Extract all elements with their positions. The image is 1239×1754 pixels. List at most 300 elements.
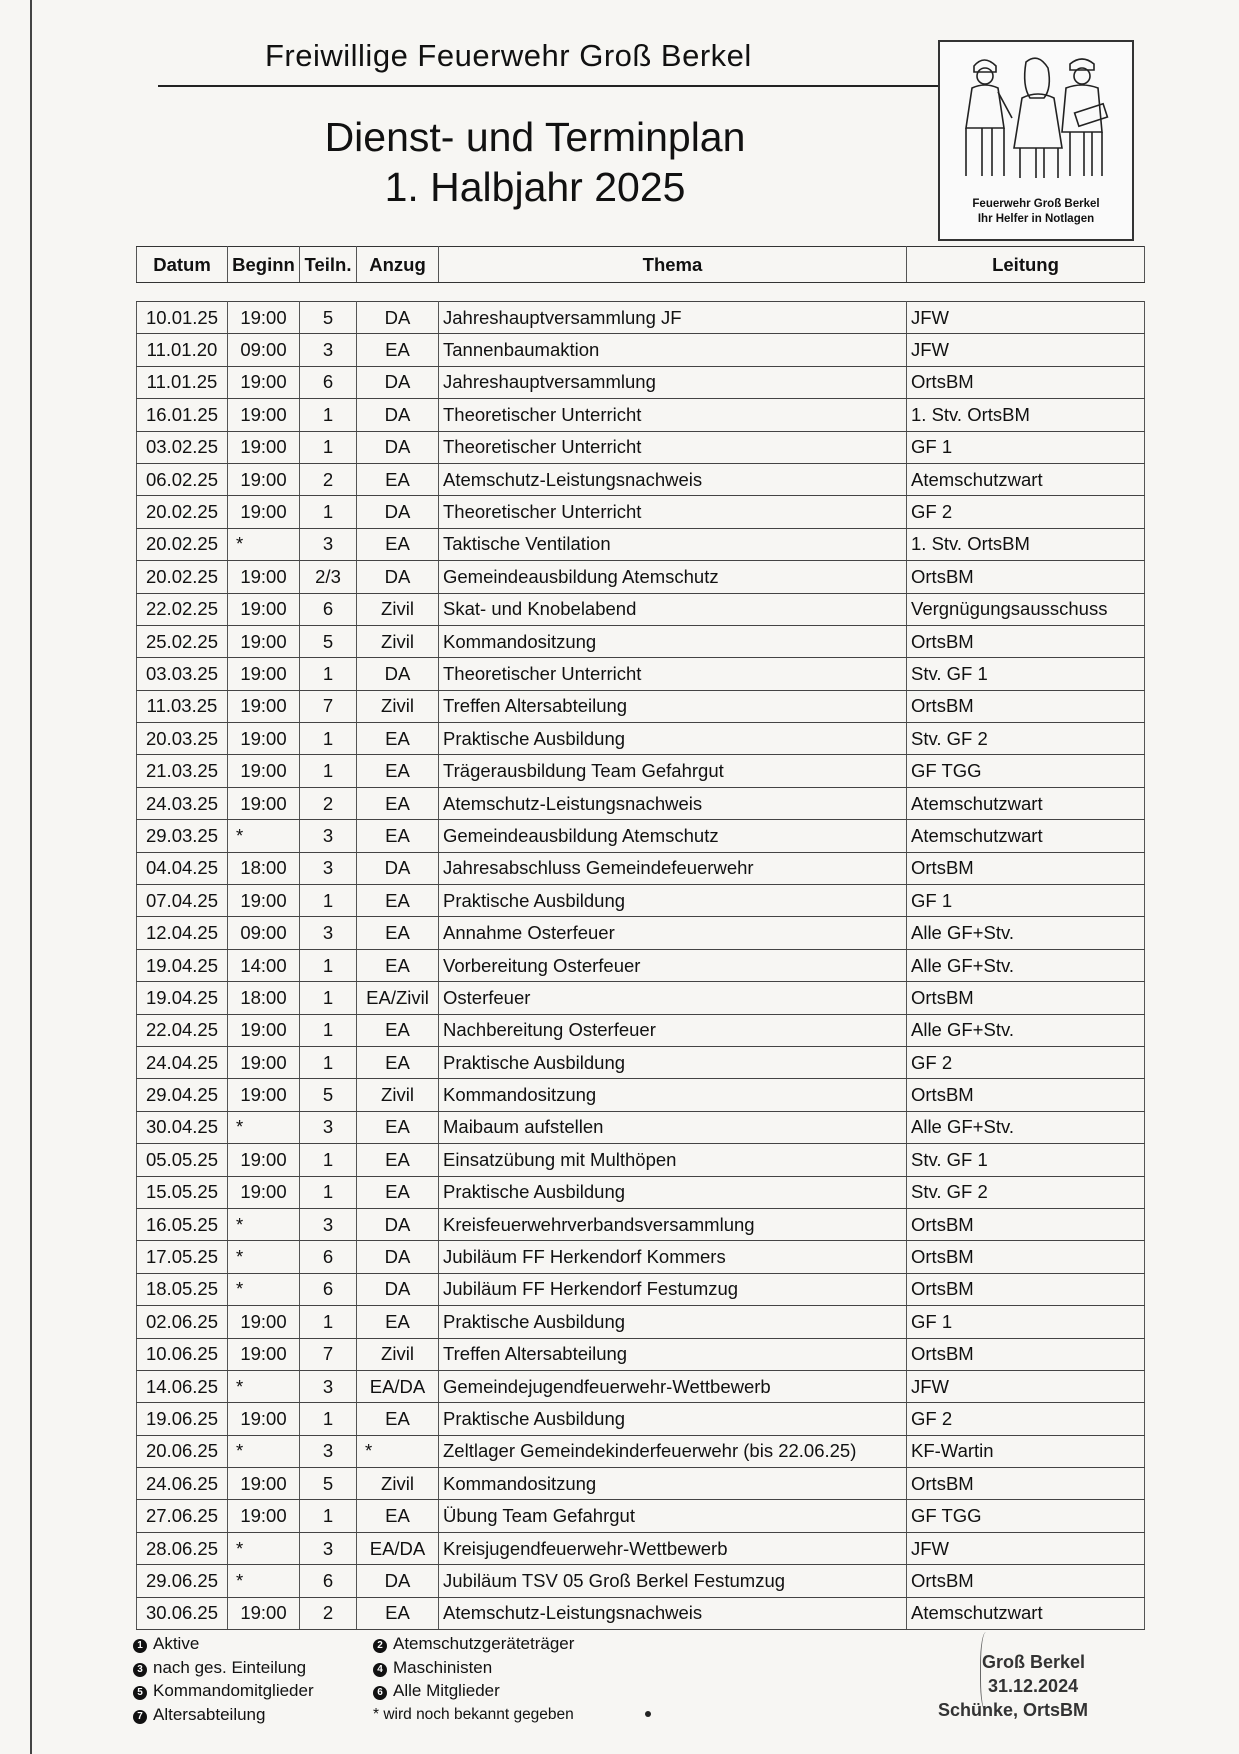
legend-marker-icon: 7 [133, 1710, 147, 1724]
cell-thema: Maibaum aufstellen [439, 1111, 907, 1143]
page-left-edge [30, 0, 32, 1754]
cell-teiln: 3 [300, 1370, 357, 1402]
table-row [137, 366, 1145, 398]
cell-datum: 30.06.25 [137, 1597, 228, 1629]
cell-thema: Kommandositzung [439, 1079, 907, 1111]
cell-teiln: 3 [300, 852, 357, 884]
cell-thema: Jubiläum TSV 05 Groß Berkel Festumzug [439, 1565, 907, 1597]
column-header-leitung: Leitung [907, 247, 1145, 283]
cell-leitung: Alle GF+Stv. [907, 1014, 1145, 1046]
cell-teiln: 3 [300, 1532, 357, 1564]
cell-leitung: OrtsBM [907, 852, 1145, 884]
legend-marker-icon: 4 [373, 1663, 387, 1677]
cell-leitung: OrtsBM [907, 1079, 1145, 1111]
cell-teiln: 1 [300, 1306, 357, 1338]
cell-teiln: 5 [300, 625, 357, 657]
legend-label: Kommandomitglieder [153, 1681, 314, 1700]
cell-leitung: 1. Stv. OrtsBM [907, 528, 1145, 560]
table-row [137, 1500, 1145, 1532]
cell-leitung: GF 1 [907, 885, 1145, 917]
legend-marker-icon: 5 [133, 1686, 147, 1700]
cell-beginn: 18:00 [228, 982, 300, 1014]
cell-beginn: * [228, 820, 300, 852]
cell-datum: 25.02.25 [137, 625, 228, 657]
cell-leitung: Stv. GF 2 [907, 723, 1145, 755]
legend-label: nach ges. Einteilung [153, 1657, 307, 1677]
cell-thema: Gemeindeausbildung Atemschutz [439, 820, 907, 852]
table-row [137, 1273, 1145, 1305]
cell-datum: 14.06.25 [137, 1370, 228, 1402]
cell-datum: 07.04.25 [137, 885, 228, 917]
cell-leitung: Alle GF+Stv. [907, 949, 1145, 981]
cell-datum: 19.06.25 [137, 1403, 228, 1435]
cell-datum: 20.02.25 [137, 561, 228, 593]
signature-block [938, 1650, 1138, 1722]
cell-thema: Treffen Altersabteilung [439, 1338, 907, 1370]
cell-leitung: GF TGG [907, 1500, 1145, 1532]
cell-datum: 11.01.20 [137, 334, 228, 366]
cell-teiln: 5 [300, 1468, 357, 1500]
logo-caption [940, 197, 1132, 227]
cell-teiln: 1 [300, 496, 357, 528]
cell-thema: Jahreshauptversammlung [439, 366, 907, 398]
legend-column-1 [133, 1632, 314, 1726]
table-row [137, 625, 1145, 657]
cell-anzug: EA [357, 1176, 439, 1208]
cell-beginn: 18:00 [228, 852, 300, 884]
table-row [137, 1208, 1145, 1240]
cell-teiln: 2 [300, 463, 357, 495]
firefighters-illustration-icon [952, 48, 1120, 188]
table-row [137, 690, 1145, 722]
cell-beginn: 19:00 [228, 625, 300, 657]
cell-leitung: Atemschutzwart [907, 787, 1145, 819]
cell-thema: Nachbereitung Osterfeuer [439, 1014, 907, 1046]
cell-leitung: Stv. GF 1 [907, 658, 1145, 690]
cell-leitung: GF 2 [907, 496, 1145, 528]
cell-anzug: EA [357, 463, 439, 495]
cell-beginn: * [228, 1241, 300, 1273]
cell-thema: Tannenbaumaktion [439, 334, 907, 366]
cell-leitung: OrtsBM [907, 1338, 1145, 1370]
bullet-dot [645, 1711, 651, 1717]
cell-anzug: DA [357, 561, 439, 593]
cell-datum: 10.06.25 [137, 1338, 228, 1370]
logo-caption-line-2: Ihr Helfer in Notlagen [977, 213, 1095, 225]
cell-leitung: 1. Stv. OrtsBM [907, 399, 1145, 431]
cell-anzug: EA [357, 723, 439, 755]
cell-beginn: 19:00 [228, 593, 300, 625]
cell-teiln: 7 [300, 690, 357, 722]
legend-item [133, 1656, 314, 1680]
cell-teiln: 1 [300, 755, 357, 787]
cell-teiln: 3 [300, 528, 357, 560]
cell-teiln: 1 [300, 949, 357, 981]
cell-datum: 21.03.25 [137, 755, 228, 787]
organization-name: Freiwillige Feuerwehr Groß Berkel [265, 38, 752, 73]
cell-anzug: DA [357, 399, 439, 431]
cell-teiln: 3 [300, 1111, 357, 1143]
table-row [137, 1435, 1145, 1467]
cell-beginn: 19:00 [228, 496, 300, 528]
cell-thema: Theoretischer Unterricht [439, 399, 907, 431]
cell-leitung: Atemschutzwart [907, 463, 1145, 495]
title-line-1: Dienst- und Terminplan [324, 114, 746, 160]
cell-beginn: * [228, 1208, 300, 1240]
cell-beginn: 09:00 [228, 917, 300, 949]
cell-anzug: EA [357, 1597, 439, 1629]
cell-beginn: 19:00 [228, 463, 300, 495]
cell-leitung: OrtsBM [907, 561, 1145, 593]
legend-marker-icon: 2 [373, 1639, 387, 1653]
table-row [137, 1079, 1145, 1111]
cell-thema: Praktische Ausbildung [439, 1176, 907, 1208]
cell-leitung: Atemschutzwart [907, 820, 1145, 852]
cell-beginn: 19:00 [228, 1468, 300, 1500]
cell-teiln: 6 [300, 1565, 357, 1597]
cell-teiln: 1 [300, 1403, 357, 1435]
cell-beginn: 19:00 [228, 1403, 300, 1435]
cell-datum: 20.06.25 [137, 1435, 228, 1467]
table-row [137, 399, 1145, 431]
cell-datum: 15.05.25 [137, 1176, 228, 1208]
cell-anzug: EA [357, 949, 439, 981]
table-row [137, 1370, 1145, 1402]
cell-beginn: 19:00 [228, 885, 300, 917]
cell-datum: 29.06.25 [137, 1565, 228, 1597]
cell-datum: 24.04.25 [137, 1046, 228, 1078]
cell-beginn: * [228, 1565, 300, 1597]
cell-leitung: OrtsBM [907, 1208, 1145, 1240]
table-row [137, 949, 1145, 981]
cell-beginn: 19:00 [228, 366, 300, 398]
cell-teiln: 1 [300, 1176, 357, 1208]
cell-beginn: 19:00 [228, 1306, 300, 1338]
cell-thema: Kreisjugendfeuerwehr-Wettbewerb [439, 1532, 907, 1564]
cell-teiln: 1 [300, 1500, 357, 1532]
cell-teiln: 1 [300, 723, 357, 755]
legend-marker-icon: 6 [373, 1686, 387, 1700]
cell-datum: 19.04.25 [137, 982, 228, 1014]
cell-leitung: JFW [907, 334, 1145, 366]
table-header-row [137, 247, 1145, 283]
cell-datum: 30.04.25 [137, 1111, 228, 1143]
cell-leitung: GF 2 [907, 1403, 1145, 1435]
cell-anzug: DA [357, 852, 439, 884]
cell-datum: 20.02.25 [137, 496, 228, 528]
title-line-2: 1. Halbjahr 2025 [384, 164, 686, 210]
cell-leitung: Stv. GF 2 [907, 1176, 1145, 1208]
table-row [137, 431, 1145, 463]
table-row [137, 723, 1145, 755]
cell-leitung: Alle GF+Stv. [907, 917, 1145, 949]
cell-leitung: OrtsBM [907, 690, 1145, 722]
cell-anzug: DA [357, 366, 439, 398]
cell-teiln: 3 [300, 1208, 357, 1240]
cell-datum: 18.05.25 [137, 1273, 228, 1305]
cell-beginn: 19:00 [228, 1176, 300, 1208]
cell-thema: Übung Team Gefahrgut [439, 1500, 907, 1532]
cell-anzug: EA/DA [357, 1532, 439, 1564]
cell-anzug: DA [357, 431, 439, 463]
column-header-teiln: Teiln. [300, 247, 357, 283]
cell-anzug: DA [357, 1273, 439, 1305]
header-spacer [137, 283, 1145, 302]
cell-datum: 16.05.25 [137, 1208, 228, 1240]
cell-teiln: 6 [300, 1273, 357, 1305]
cell-anzug: Zivil [357, 625, 439, 657]
cell-thema: Praktische Ausbildung [439, 1306, 907, 1338]
table-row [137, 787, 1145, 819]
cell-anzug: Zivil [357, 1468, 439, 1500]
cell-leitung: OrtsBM [907, 1565, 1145, 1597]
cell-anzug: EA [357, 755, 439, 787]
cell-leitung: OrtsBM [907, 625, 1145, 657]
cell-teiln: 2 [300, 787, 357, 819]
table-row [137, 463, 1145, 495]
legend-item [373, 1679, 574, 1703]
cell-teiln: 3 [300, 917, 357, 949]
cell-beginn: 19:00 [228, 1597, 300, 1629]
cell-thema: Atemschutz-Leistungsnachweis [439, 787, 907, 819]
cell-anzug: EA [357, 1500, 439, 1532]
legend-item [373, 1632, 574, 1656]
cell-thema: Jahresabschluss Gemeindefeuerwehr [439, 852, 907, 884]
table-row [137, 302, 1145, 334]
cell-thema: Taktische Ventilation [439, 528, 907, 560]
cell-teiln: 3 [300, 820, 357, 852]
table-row [137, 982, 1145, 1014]
cell-beginn: 19:00 [228, 302, 300, 334]
header-divider [158, 85, 948, 87]
cell-anzug: EA [357, 334, 439, 366]
cell-datum: 11.01.25 [137, 366, 228, 398]
cell-leitung: OrtsBM [907, 1241, 1145, 1273]
cell-anzug: EA [357, 1014, 439, 1046]
cell-leitung: OrtsBM [907, 982, 1145, 1014]
cell-teiln: 1 [300, 431, 357, 463]
table-row [137, 1306, 1145, 1338]
cell-anzug: DA [357, 302, 439, 334]
cell-anzug: EA [357, 885, 439, 917]
cell-leitung: Alle GF+Stv. [907, 1111, 1145, 1143]
cell-beginn: 19:00 [228, 561, 300, 593]
cell-thema: Gemeindejugendfeuerwehr-Wettbewerb [439, 1370, 907, 1402]
cell-beginn: 19:00 [228, 399, 300, 431]
table-row [137, 1338, 1145, 1370]
cell-teiln: 6 [300, 1241, 357, 1273]
cell-beginn: 19:00 [228, 690, 300, 722]
cell-beginn: 19:00 [228, 723, 300, 755]
legend-item [133, 1679, 314, 1703]
cell-beginn: 19:00 [228, 1014, 300, 1046]
table-row [137, 1144, 1145, 1176]
signature-place: Groß Berkel [982, 1652, 1086, 1672]
cell-teiln: 6 [300, 366, 357, 398]
cell-thema: Theoretischer Unterricht [439, 431, 907, 463]
table-row [137, 1565, 1145, 1597]
cell-anzug: DA [357, 658, 439, 690]
table-row [137, 561, 1145, 593]
cell-teiln: 3 [300, 334, 357, 366]
legend-item [133, 1632, 314, 1656]
cell-leitung: JFW [907, 1532, 1145, 1564]
cell-anzug: Zivil [357, 1079, 439, 1111]
cell-anzug: EA [357, 917, 439, 949]
signature-name: Schünke, OrtsBM [938, 1700, 1089, 1720]
cell-datum: 22.04.25 [137, 1014, 228, 1046]
cell-leitung: JFW [907, 302, 1145, 334]
legend-marker-icon: 1 [133, 1639, 147, 1653]
cell-thema: Praktische Ausbildung [439, 723, 907, 755]
cell-teiln: 1 [300, 885, 357, 917]
cell-anzug: * [357, 1435, 439, 1467]
legend [133, 1632, 853, 1732]
column-header-datum: Datum [137, 247, 228, 283]
cell-thema: Atemschutz-Leistungsnachweis [439, 1597, 907, 1629]
cell-anzug: EA/Zivil [357, 982, 439, 1014]
cell-teiln: 1 [300, 1144, 357, 1176]
cell-datum: 16.01.25 [137, 399, 228, 431]
fire-department-logo [938, 40, 1134, 241]
cell-leitung: GF 2 [907, 1046, 1145, 1078]
cell-anzug: Zivil [357, 690, 439, 722]
cell-datum: 11.03.25 [137, 690, 228, 722]
cell-thema: Einsatzübung mit Multhöpen [439, 1144, 907, 1176]
cell-thema: Praktische Ausbildung [439, 885, 907, 917]
cell-thema: Vorbereitung Osterfeuer [439, 949, 907, 981]
cell-datum: 27.06.25 [137, 1500, 228, 1532]
cell-thema: Zeltlager Gemeindekinderfeuerwehr (bis 22.06.25) [439, 1435, 907, 1467]
cell-datum: 04.04.25 [137, 852, 228, 884]
cell-leitung: GF 1 [907, 1306, 1145, 1338]
cell-anzug: DA [357, 496, 439, 528]
table-row [137, 1014, 1145, 1046]
cell-beginn: 19:00 [228, 658, 300, 690]
cell-beginn: 19:00 [228, 1046, 300, 1078]
cell-thema: Jubiläum FF Herkendorf Kommers [439, 1241, 907, 1273]
table-row [137, 1176, 1145, 1208]
cell-datum: 29.04.25 [137, 1079, 228, 1111]
cell-leitung: OrtsBM [907, 1273, 1145, 1305]
schedule-body [137, 283, 1145, 1630]
cell-datum: 03.03.25 [137, 658, 228, 690]
legend-label: Maschinisten [393, 1657, 493, 1677]
table-row [137, 528, 1145, 560]
cell-thema: Annahme Osterfeuer [439, 917, 907, 949]
table-row [137, 1403, 1145, 1435]
cell-beginn: 19:00 [228, 1079, 300, 1111]
cell-thema: Atemschutz-Leistungsnachweis [439, 463, 907, 495]
table-row [137, 917, 1145, 949]
cell-beginn: * [228, 1111, 300, 1143]
cell-leitung: JFW [907, 1370, 1145, 1402]
cell-thema: Praktische Ausbildung [439, 1046, 907, 1078]
table-row [137, 1241, 1145, 1273]
cell-teiln: 1 [300, 658, 357, 690]
signature-date: 31.12.2024 [988, 1676, 1079, 1696]
cell-thema: Gemeindeausbildung Atemschutz [439, 561, 907, 593]
cell-anzug: EA/DA [357, 1370, 439, 1402]
cell-beginn: 09:00 [228, 334, 300, 366]
cell-datum: 22.02.25 [137, 593, 228, 625]
table-row [137, 1468, 1145, 1500]
cell-leitung: GF TGG [907, 755, 1145, 787]
column-header-beginn: Beginn [228, 247, 300, 283]
cell-anzug: EA [357, 1306, 439, 1338]
legend-label: Aktive [153, 1634, 200, 1653]
table-row [137, 885, 1145, 917]
cell-anzug: DA [357, 1241, 439, 1273]
cell-leitung: KF-Wartin [907, 1435, 1145, 1467]
table-row [137, 755, 1145, 787]
cell-datum: 24.03.25 [137, 787, 228, 819]
cell-leitung: OrtsBM [907, 1468, 1145, 1500]
cell-datum: 10.01.25 [137, 302, 228, 334]
cell-datum: 20.02.25 [137, 528, 228, 560]
cell-thema: Kreisfeuerwehrverbandsversammlung [439, 1208, 907, 1240]
cell-anzug: EA [357, 1111, 439, 1143]
cell-datum: 28.06.25 [137, 1532, 228, 1564]
cell-beginn: 19:00 [228, 1500, 300, 1532]
schedule-table [136, 246, 1145, 1630]
legend-note: * wird noch bekannt gegeben [373, 1705, 574, 1723]
cell-leitung: Atemschutzwart [907, 1597, 1145, 1629]
cell-teiln: 7 [300, 1338, 357, 1370]
cell-datum: 12.04.25 [137, 917, 228, 949]
table-row [137, 1532, 1145, 1564]
table-row [137, 334, 1145, 366]
cell-anzug: Zivil [357, 593, 439, 625]
cell-thema: Praktische Ausbildung [439, 1403, 907, 1435]
legend-label: Alle Mitglieder [393, 1681, 500, 1700]
cell-thema: Skat- und Knobelabend [439, 593, 907, 625]
cell-beginn: 14:00 [228, 949, 300, 981]
cell-beginn: * [228, 1273, 300, 1305]
legend-label: Altersabteilung [153, 1704, 266, 1724]
cell-leitung: GF 1 [907, 431, 1145, 463]
cell-teiln: 1 [300, 1014, 357, 1046]
cell-leitung: Stv. GF 1 [907, 1144, 1145, 1176]
cell-teiln: 1 [300, 399, 357, 431]
cell-teiln: 5 [300, 1079, 357, 1111]
table-row [137, 1046, 1145, 1078]
cell-teiln: 3 [300, 1435, 357, 1467]
cell-beginn: * [228, 1532, 300, 1564]
table-row [137, 1111, 1145, 1143]
cell-datum: 02.06.25 [137, 1306, 228, 1338]
cell-datum: 03.02.25 [137, 431, 228, 463]
logo-caption-line-1: Feuerwehr Groß Berkel [972, 198, 1100, 210]
table-row [137, 593, 1145, 625]
cell-beginn: 19:00 [228, 1338, 300, 1370]
cell-thema: Osterfeuer [439, 982, 907, 1014]
cell-beginn: * [228, 528, 300, 560]
legend-column-2 [373, 1632, 574, 1726]
table-row [137, 852, 1145, 884]
cell-teiln: 1 [300, 1046, 357, 1078]
table-row [137, 1597, 1145, 1629]
cell-beginn: 19:00 [228, 787, 300, 819]
cell-datum: 17.05.25 [137, 1241, 228, 1273]
cell-thema: Theoretischer Unterricht [439, 658, 907, 690]
cell-thema: Trägerausbildung Team Gefahrgut [439, 755, 907, 787]
cell-teiln: 5 [300, 302, 357, 334]
cell-thema: Kommandositzung [439, 1468, 907, 1500]
cell-datum: 19.04.25 [137, 949, 228, 981]
page-title [265, 112, 805, 212]
cell-thema: Kommandositzung [439, 625, 907, 657]
